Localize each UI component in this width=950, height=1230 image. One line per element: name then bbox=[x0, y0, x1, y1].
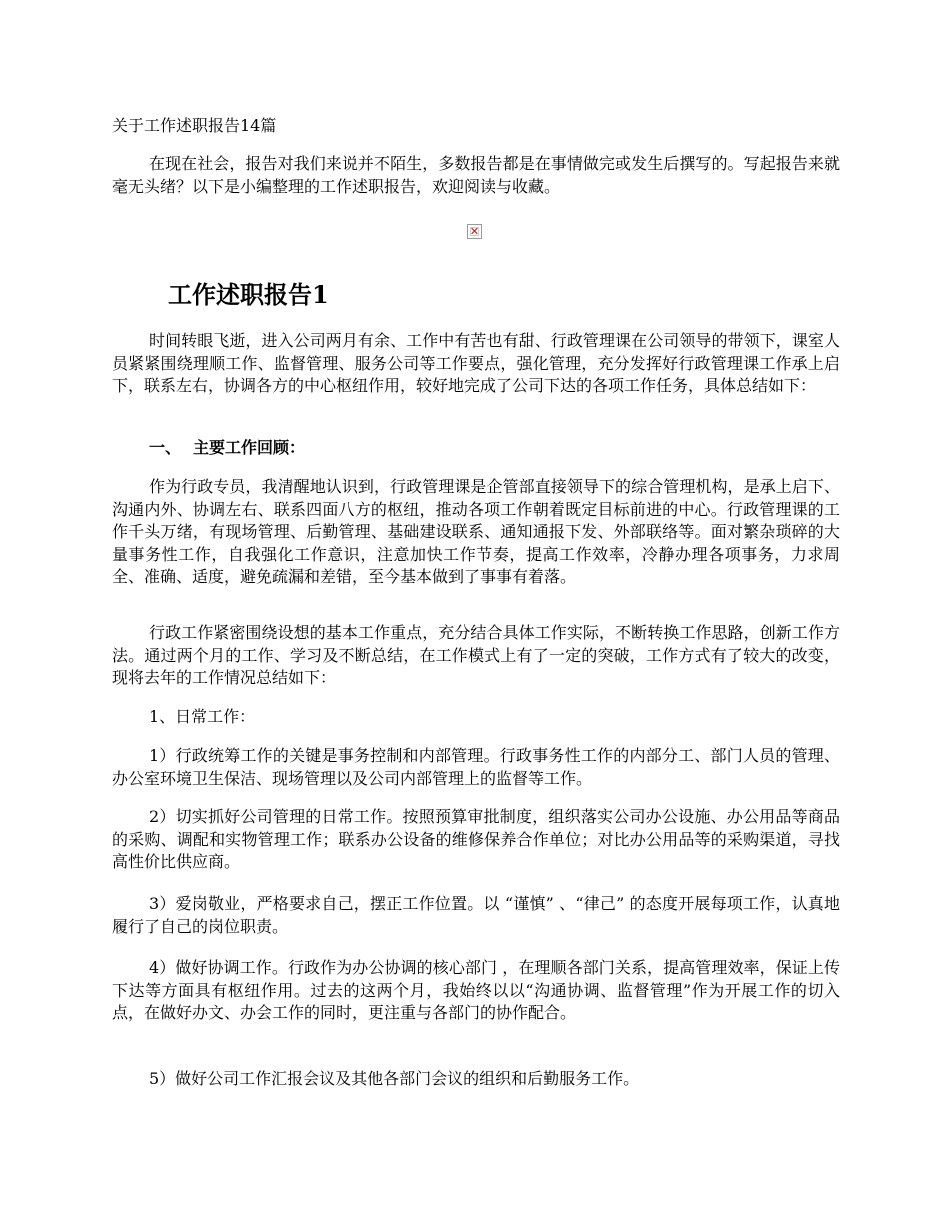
body-paragraph-2: 作为行政专员，我清醒地认识到，行政管理课是企管部直接领导下的综合管理机构，是承上启下、沟通内外、协调左右、联系四面八方的枢纽，推动各项工作朝着既定目标前进的中心。行政管理课的工作千头万绪，有现场管理、后勤管理、基础建设联系、通知通报下发、外部联络等。面对繁杂琐碎的大量事务性工作，自我强化工作意识，注意加快工作节奏，提高工作效率，冷静办理各项事务，力求周全、准确、适度，避免疏漏和差错，至今基本做到了事事有着落。 bbox=[112, 477, 840, 586]
list-item-4: 4）做好协调工作。行政作为办公协调的核心部门 ，在理顺各部门关系，提高管理效率，保证上传下达等方面具有枢纽作用。过去的这两个月，我始终以以“沟通协调、监督管理”作为开展工作的切入点，在做好办文、办会工作的同时，更注重与各部门的协作配合。 bbox=[112, 958, 840, 1022]
item-heading: 1、日常工作： bbox=[149, 707, 256, 726]
list-item-1: 1）行政统筹工作的关键是事务控制和内部管理。行政事务性工作的内部分工、部门人员的管理、办公室环境卫生保洁、现场管理以及公司内部管理上的监督等工作。 bbox=[112, 746, 840, 788]
list-item-5: 5）做好公司工作汇报会议及其他各部门会议的组织和后勤服务工作。 bbox=[149, 1069, 640, 1088]
intro-paragraph: 在现在社会，报告对我们来说并不陌生，多数报告都是在事情做完或发生后撰写的。写起报告来就毫无头绪？以下是小编整理的工作述职报告，欢迎阅读与收藏。 bbox=[112, 154, 840, 196]
section-heading: 工作述职报告1 bbox=[168, 280, 329, 309]
body-paragraph-3: 行政工作紧密围绕设想的基本工作重点，充分结合具体工作实际，不断转换工作思路，创新工作方法。通过两个月的工作、学习及不断总结，在工作模式上有了一定的突破，工作方式有了较大的改变，现将去年的工作情况总结如下： bbox=[112, 623, 840, 687]
document-title: 关于工作述职报告14篇 bbox=[112, 116, 277, 135]
list-item-3: 3）爱岗敬业，严格要求自己，摆正工作位置。以 “谨慎” 、“律己” 的态度开展每项工作，认真地履行了自己的岗位职责。 bbox=[112, 894, 840, 936]
sub-heading bbox=[149, 437, 305, 459]
body-paragraph-1: 时间转眼飞逝，进入公司两月有余、工作中有苦也有甜、行政管理课在公司领导的带领下，课室人员紧紧围绕理顺工作、监督管理、服务公司等工作要点，强化管理，充分发挥好行政管理课工作承上启下，联系左右，协调各方的中心枢纽作用，较好地完成了公司下达的各项工作任务，具体总结如下： bbox=[112, 331, 840, 395]
list-item-2: 2）切实抓好公司管理的日常工作。按照预算审批制度，组织落实公司办公设施、办公用品等商品的采购、调配和实物管理工作；联系办公设备的维修保养合作单位；对比办公用品等的采购渠道，寻找高性价比供应商。 bbox=[112, 807, 840, 871]
sub-heading-text: 主要工作回顾： bbox=[193, 438, 306, 457]
broken-image-icon: ✕ bbox=[467, 224, 482, 239]
sub-heading-number: 一、 bbox=[149, 438, 182, 457]
